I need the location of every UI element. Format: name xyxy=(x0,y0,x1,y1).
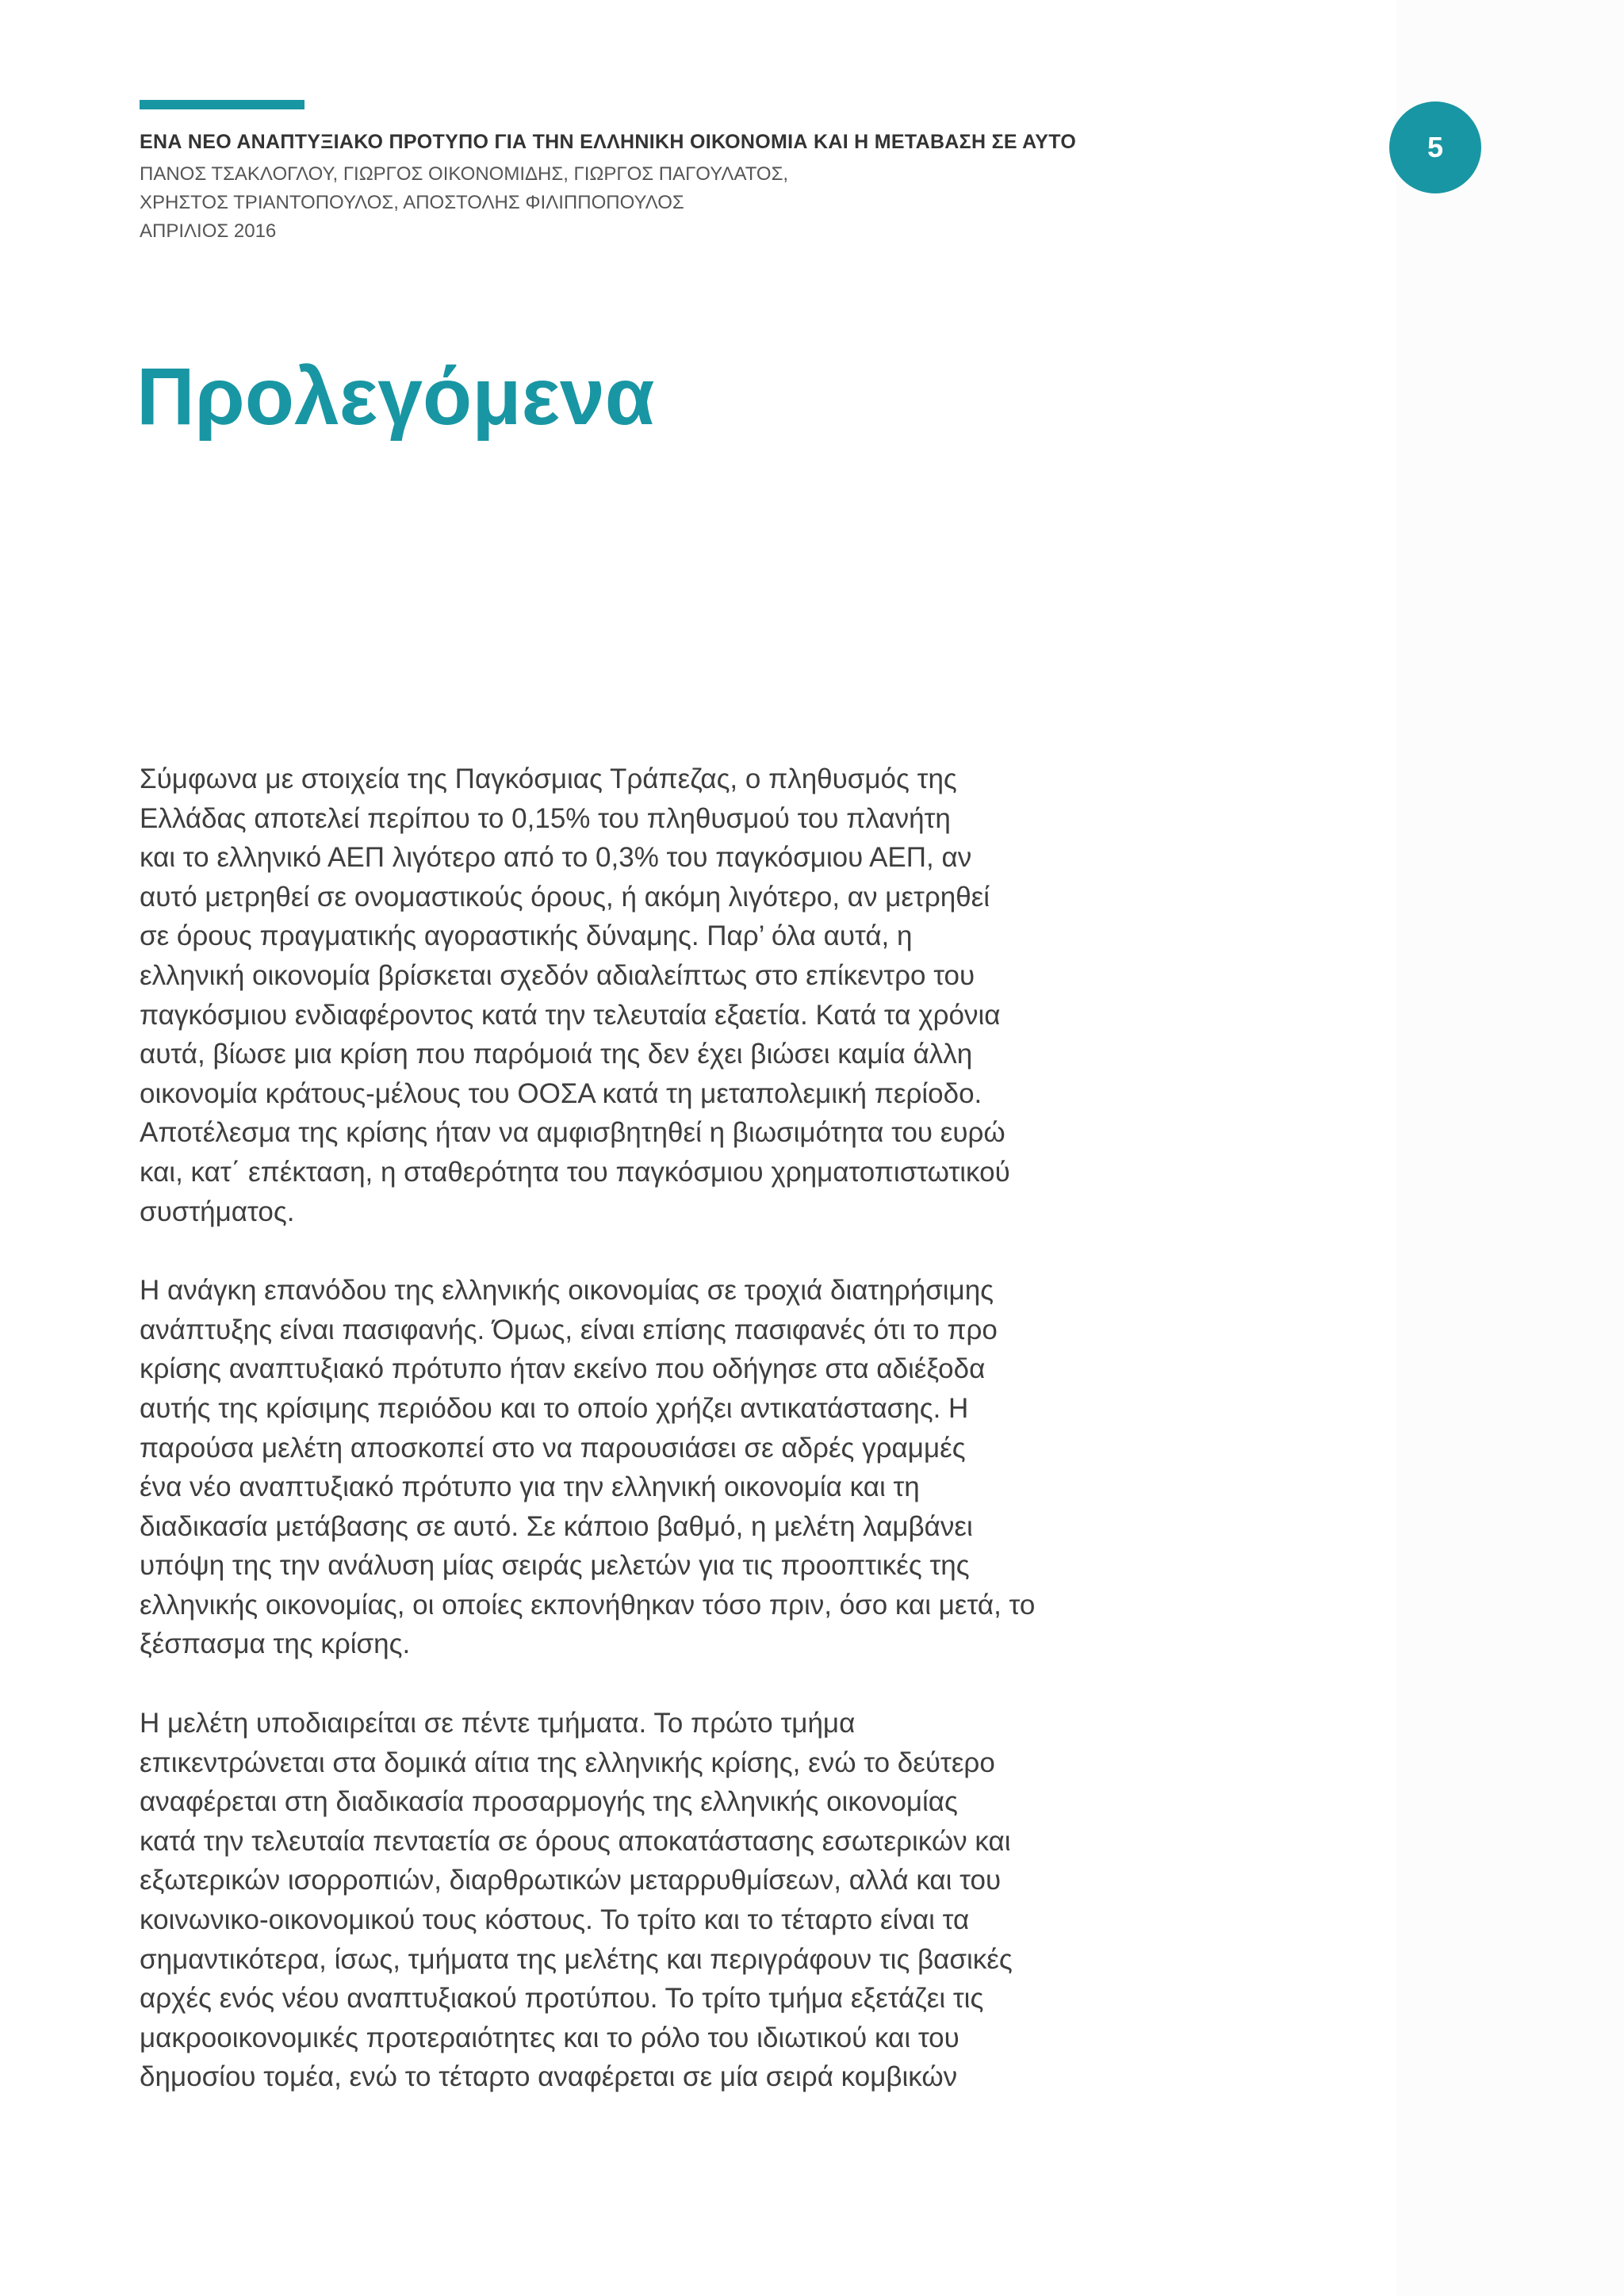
text-line: ελληνικής οικονομίας, οι οποίες εκπονήθηκαν τόσο πριν, όσο και μετά, το xyxy=(140,1589,1036,1621)
section-title: Προλεγόμενα xyxy=(136,351,655,442)
text-line: συστήματος. xyxy=(140,1196,295,1227)
text-line: παρούσα μελέτη αποσκοπεί στο να παρουσιάσει σε αδρές γραμμές xyxy=(140,1432,966,1464)
text-line: Η ανάγκη επανόδου της ελληνικής οικονομίας σε τροχιά διατηρήσιμης xyxy=(140,1275,994,1307)
text-line: ξέσπασμα της κρίσης. xyxy=(140,1628,411,1660)
text-line: αυτά, βίωσε μια κρίση που παρόμοιά της δεν έχει βιώσει καμία άλλη xyxy=(140,1039,973,1070)
page-right-margin xyxy=(1396,0,1624,2296)
publication-date: ΑΠΡΙΛΙΟΣ 2016 xyxy=(140,220,277,242)
text-line: κατά την τελευταία πενταετία σε όρους αποκατάστασης εσωτερικών και xyxy=(140,1825,1011,1857)
text-line: Ελλάδας αποτελεί περίπου το 0,15% του πληθυσμού του πλανήτη xyxy=(140,802,951,834)
text-line: αυτής της κρίσιμης περιόδου και το οποίο χρήζει αντικατάστασης. Η xyxy=(140,1392,969,1424)
text-line: μακροοικονομικές προτεραιότητες και το ρόλο του ιδιωτικού και του xyxy=(140,2022,959,2053)
text-line: σημαντικότερα, ίσως, τμήματα της μελέτης και περιγράφουν τις βασικές xyxy=(140,1943,1013,1975)
text-line: οικονομία κράτους-μέλους του ΟΟΣΑ κατά τη μεταπολεμική περίοδο. xyxy=(140,1077,982,1109)
text-line: Σύμφωνα με στοιχεία της Παγκόσμιας Τράπεζας, ο πληθυσμός της xyxy=(140,763,957,794)
authors-line-1: ΠΑΝΟΣ ΤΣΑΚΛΟΓΛΟΥ, ΓΙΩΡΓΟΣ ΟΙΚΟΝΟΜΙΔΗΣ, ΓΙΩΡΓΟΣ ΠΑΓΟΥΛΑΤΟΣ, xyxy=(140,163,789,185)
page-number: 5 xyxy=(1427,131,1444,163)
text-line: επικεντρώνεται στα δομικά αίτια της ελληνικής κρίσης, ενώ το δεύτερο xyxy=(140,1747,995,1778)
text-line: διαδικασία μετάβασης σε αυτό. Σε κάποιο βαθμό, η μελέτη λαμβάνει xyxy=(140,1510,973,1542)
paragraph-3 xyxy=(140,1704,1123,2097)
text-line: αναφέρεται στη διαδικασία προσαρμογής της ελληνικής οικονομίας xyxy=(140,1786,958,1818)
report-title: ΕΝΑ ΝΕΟ ΑΝΑΠΤΥΞΙΑΚΟ ΠΡΟΤΥΠΟ ΓΙΑ ΤΗΝ ΕΛΛΗΝΙΚΗ ΟΙΚΟΝΟΜΙΑ ΚΑΙ Η ΜΕΤΑΒΑΣΗ ΣΕ ΑΥΤΟ xyxy=(140,131,1077,153)
text-line: υπόψη της την ανάλυση μίας σειράς μελετών για τις προοπτικές της xyxy=(140,1550,970,1582)
text-line: αρχές ενός νέου αναπτυξιακού προτύπου. Το τρίτο τμήμα εξετάζει τις xyxy=(140,1983,984,2015)
text-line: παγκόσμιου ενδιαφέροντος κατά την τελευταία εξαετία. Κατά τα χρόνια xyxy=(140,999,1001,1031)
text-line: ανάπτυξης είναι πασιφανής. Όμως, είναι επίσης πασιφανές ότι το προ xyxy=(140,1314,998,1345)
text-line: δημοσίου τομέα, ενώ το τέταρτο αναφέρεται σε μία σειρά κομβικών xyxy=(140,2061,958,2093)
text-line: σε όρους πραγματικής αγοραστικής δύναμης. Παρ’ όλα αυτά, η xyxy=(140,920,913,952)
text-line: κρίσης αναπτυξιακό πρότυπο ήταν εκείνο που οδήγησε στα αδιέξοδα xyxy=(140,1353,986,1385)
text-line: Η μελέτη υποδιαιρείται σε πέντε τμήματα. Το πρώτο τμήμα xyxy=(140,1708,856,1739)
text-line: κοινωνικο-οικονομικού τους κόστους. Το τρίτο και το τέταρτο είναι τα xyxy=(140,1904,970,1936)
header-accent-bar xyxy=(140,100,304,109)
text-line: αυτό μετρηθεί σε ονομαστικούς όρους, ή ακόμη λιγότερο, αν μετρηθεί xyxy=(140,881,990,913)
authors-line-2: ΧΡΗΣΤΟΣ ΤΡΙΑΝΤΟΠΟΥΛΟΣ, ΑΠΟΣΤΟΛΗΣ ΦΙΛΙΠΠΟΠΟΥΛΟΣ xyxy=(140,192,684,213)
paragraph-2 xyxy=(140,1271,1123,1664)
text-line: και, κατ΄ επέκταση, η σταθερότητα του παγκόσμιου χρηματοπιστωτικού xyxy=(140,1156,1010,1188)
text-line: ελληνική οικονομία βρίσκεται σχεδόν αδιαλείπτως στο επίκεντρο του xyxy=(140,959,975,991)
page-number-badge xyxy=(1389,101,1481,193)
body-text xyxy=(140,760,1123,2137)
text-line: και το ελληνικό ΑΕΠ λιγότερο από το 0,3% του παγκόσμιου ΑΕΠ, αν xyxy=(140,842,972,874)
text-line: ένα νέο αναπτυξιακό πρότυπο για την ελληνική οικονομία και τη xyxy=(140,1471,920,1503)
running-header xyxy=(140,128,1329,246)
text-line: Αποτέλεσμα της κρίσης ήταν να αμφισβητηθεί η βιωσιμότητα του ευρώ xyxy=(140,1117,1005,1149)
paragraph-1 xyxy=(140,760,1123,1231)
text-line: εξωτερικών ισορροπιών, διαρθρωτικών μεταρρυθμίσεων, αλλά και του xyxy=(140,1865,1002,1896)
